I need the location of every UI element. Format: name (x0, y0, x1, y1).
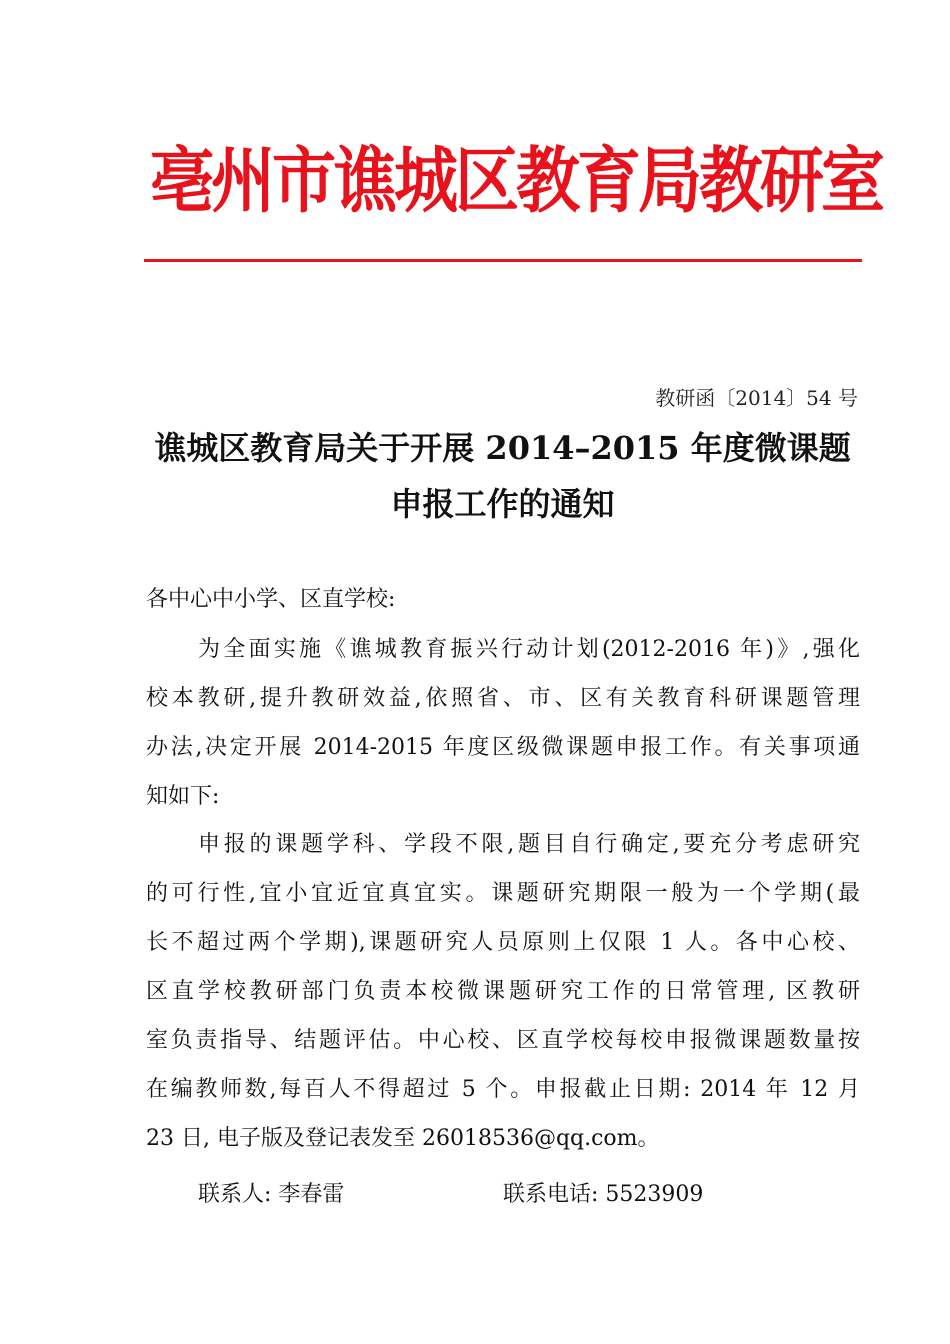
paragraph-line: 在编教师数,每百人不得超过 5 个。申报截止日期: 2014 年 12 月 (146, 1077, 860, 1102)
paragraph-line: 23 日, 电子版及登记表发至 26018536@qq.com。 (146, 1126, 660, 1151)
paragraph-1 (146, 625, 860, 821)
paragraph-line: 长不超过两个学期),课题研究人员原则上仅限 1 人。各中心校、 (146, 930, 860, 955)
document-title-line-1: 谯城区教育局关于开展 2014–2015 年度微课题 (154, 429, 851, 467)
contact-phone: 联系电话: 5523909 (503, 1182, 704, 1207)
paragraph-line: 校本教研,提升教研效益,依照省、市、区有关教育科研课题管理 (146, 686, 860, 711)
paragraph-line: 办法,决定开展 2014-2015 年度区级微课题申报工作。有关事项通 (146, 735, 860, 760)
paragraph-line: 的可行性,宜小宜近宜真宜实。课题研究期限一般为一个学期(最 (146, 881, 860, 906)
paragraph-line: 室负责指导、结题评估。中心校、区直学校每校申报微课题数量按 (146, 1028, 860, 1053)
document-title (140, 420, 865, 532)
paragraph-line: 知如下: (146, 784, 220, 809)
paragraph-line: 为全面实施《谯城教育振兴行动计划(2012-2016 年)》,强化 (198, 637, 860, 662)
letterhead-divider (144, 259, 862, 262)
document-number: 教研函〔2014〕54 号 (655, 386, 858, 410)
paragraph-line: 申报的课题学科、学段不限,题目自行确定,要充分考虑研究 (198, 832, 860, 857)
contact-person: 联系人: 李春雷 (198, 1182, 345, 1207)
document-title-line-2: 申报工作的通知 (390, 485, 615, 523)
paragraph-2 (146, 820, 860, 1163)
letterhead-title: 亳州市谯城区教育局教研室 (150, 140, 882, 224)
paragraph-line: 区直学校教研部门负责本校微课题研究工作的日常管理, 区教研 (146, 979, 860, 1004)
salutation: 各中心中小学、区直学校: (146, 587, 396, 612)
